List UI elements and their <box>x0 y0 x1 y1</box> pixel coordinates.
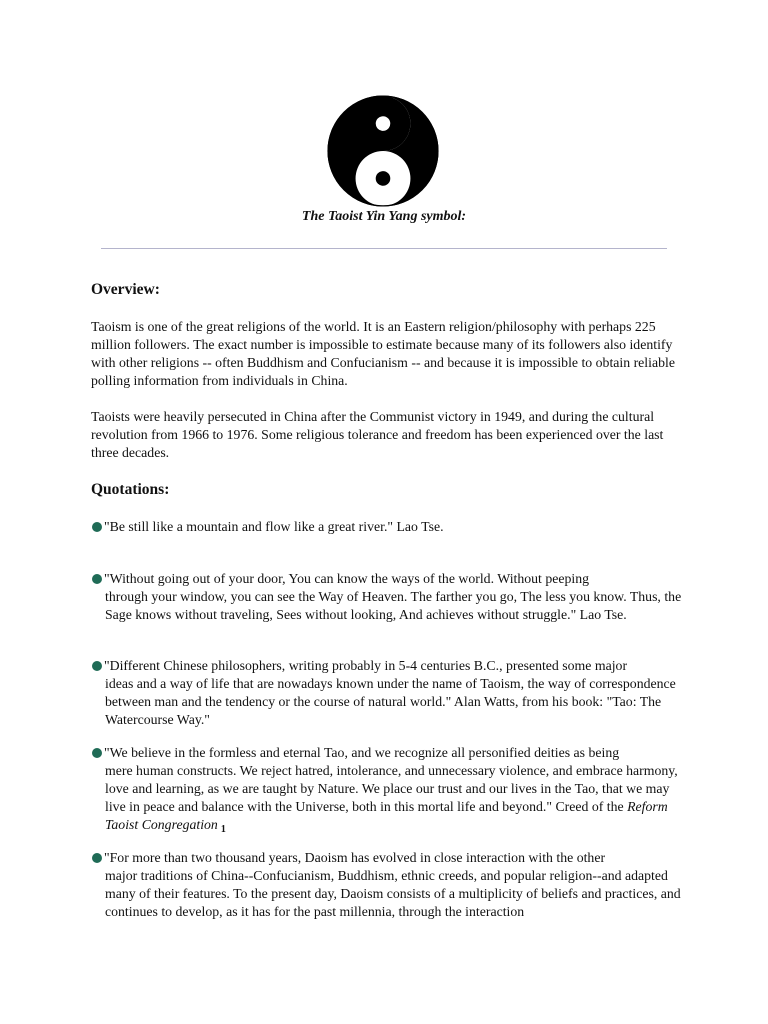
footnote-marker[interactable]: 1 <box>220 824 226 835</box>
quotation-first-line: "Without going out of your door, You can know the ways of the world. Without peeping <box>104 571 590 586</box>
quotation-continuation: major traditions of China--Confucianism, Buddhism, ethnic creeds, and popular religion--and adapted many of their features. To the present day, Daoism consists of a multiplicity of beliefs and practices, and continues to develop, as it has for the past millennia, through the interaction <box>105 868 681 919</box>
quotation-text: "Be still like a mountain and flow like a great river." Lao Tse. <box>104 519 444 534</box>
yin-yang-icon <box>327 95 439 207</box>
bullet-icon <box>92 574 102 584</box>
quotation-continuation: through your window, you can see the Way of Heaven. The farther you go, The less you know. Thus, the Sage knows without traveling, Sees without looking, And achieves without struggle." Lao Tse. <box>105 589 682 622</box>
quotation-continuation <box>92 762 682 836</box>
bullet-icon <box>92 661 102 671</box>
quotation-item <box>92 849 682 921</box>
quotation-first-line: "Different Chinese philosophers, writing probably in 5-4 centuries B.C., presented some major <box>104 658 628 673</box>
quotation-item <box>92 570 682 624</box>
quotation-item <box>92 744 682 836</box>
overview-heading: Overview: <box>91 281 160 298</box>
quotation-first-line: "For more than two thousand years, Daoism has evolved in close interaction with the other <box>104 850 606 865</box>
symbol-caption: The Taoist Yin Yang symbol: <box>301 209 467 224</box>
organization-name: Reform Taoist Congregation <box>105 799 668 832</box>
bullet-icon <box>92 853 102 863</box>
quotation-body: mere human constructs. We reject hatred, intolerance, and unnecessary violence, and embrace harmony, love and learning, as we are taught by Nature. We place our trust and our lives in the Tao, that we may live in peace and balance with the Universe, both in this mortal life and beyond." Creed of the <box>105 763 678 814</box>
quotations-heading: Quotations: <box>91 481 170 498</box>
quotation-item <box>92 518 682 536</box>
bullet-icon <box>92 522 102 532</box>
horizontal-divider <box>101 248 667 249</box>
quotation-item <box>92 657 682 729</box>
bullet-icon <box>92 748 102 758</box>
quotation-continuation: ideas and a way of life that are nowadays known under the name of Taoism, the way of correspondence between man and the tendency or the course of natural world." Alan Watts, from his book: "Tao: The Watercourse Way." <box>105 676 676 727</box>
quotation-first-line: "We believe in the formless and eternal Tao, and we recognize all personified deities as being <box>104 745 620 760</box>
overview-paragraph-1: Taoism is one of the great religions of the world. It is an Eastern religion/philosophy with perhaps 225 million followers. The exact number is impossible to estimate because many of its followers also identify with other religions -- often Buddhism and Confucianism -- and because it is impossible to obtain reliable polling information from individuals in China. <box>91 319 675 388</box>
overview-paragraph-2: Taoists were heavily persecuted in China after the Communist victory in 1949, and during the cultural revolution from 1966 to 1976. Some religious tolerance and freedom has been experienced over the last three decades. <box>91 409 664 460</box>
